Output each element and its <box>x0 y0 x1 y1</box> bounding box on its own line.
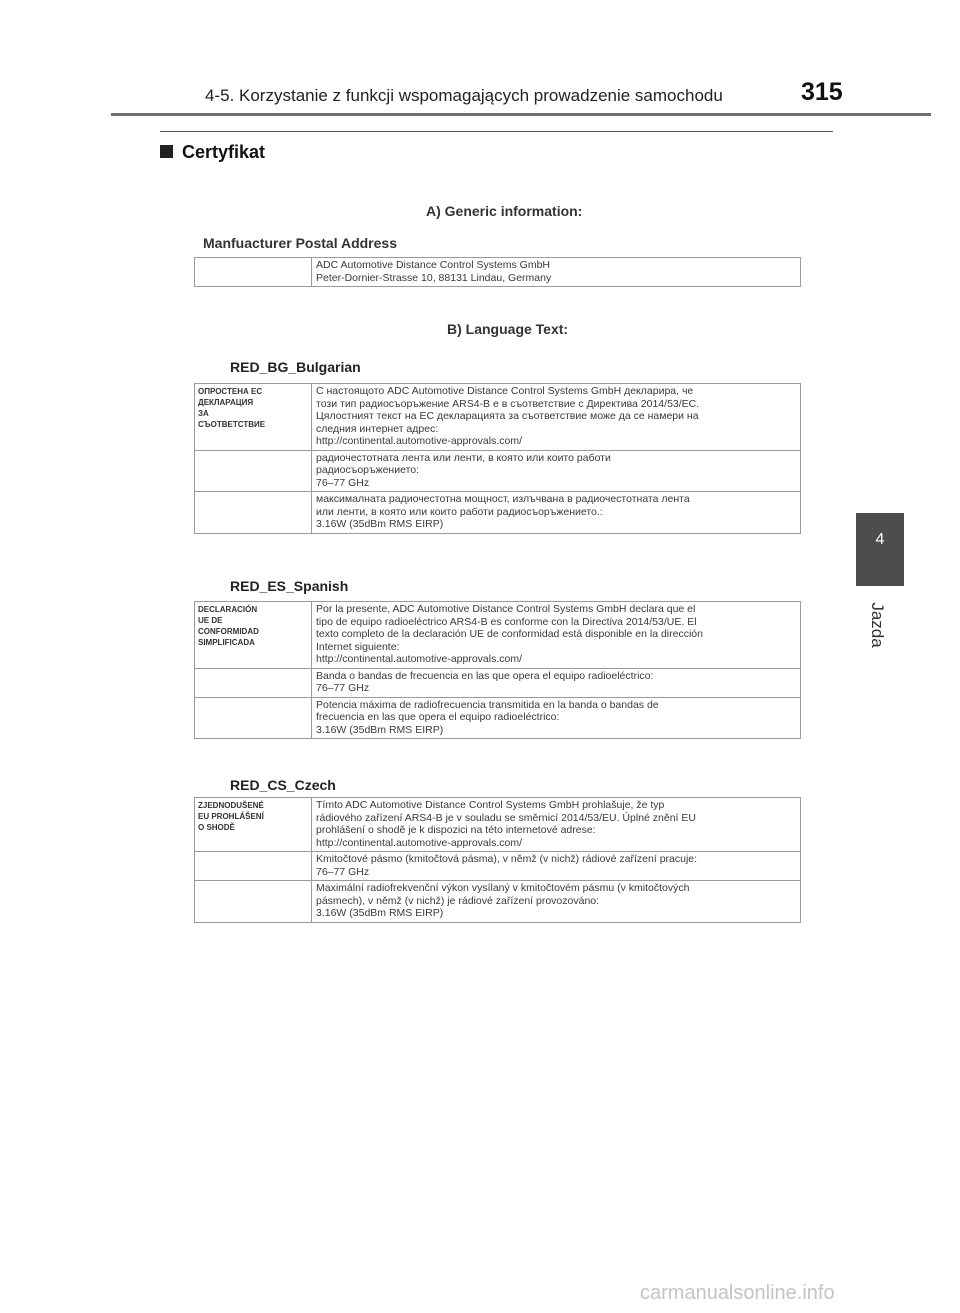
table-row <box>195 798 801 852</box>
frequency-band-cell: Banda o bandas de frecuencia en las que opera el equipo radioeléctrico: 76–77 GHz <box>312 668 801 697</box>
frequency-band-cell: Kmitočtové pásmo (kmitočtová pásma), v němž (v nichž) rádiové zařízení pracuje: 76–77 GHz <box>312 852 801 881</box>
generic-information-heading: A) Generic information: <box>426 203 583 219</box>
table-cell <box>195 881 312 923</box>
address-line: ADC Automotive Distance Control Systems GmbH <box>316 259 550 271</box>
chapter-section-title: 4-5. Korzystanie z funkcji wspomagających prowadzenie samochodu <box>205 86 723 105</box>
max-power-cell: Potencia máxima de radiofrecuencia transmitida en la banda o bandas de frecuencia en las que opera el equipo radioeléctrico: 3.16W (35dBm RMS EIRP) <box>312 697 801 739</box>
declaration-table-spanish <box>194 601 801 739</box>
language-title-czech: RED_CS_Czech <box>230 777 336 793</box>
chapter-tab-number: 4 <box>875 531 885 548</box>
declaration-label-cell: ZJEDNODUŠENÉ EU PROHLÁŠENÍ O SHODĚ <box>195 798 312 852</box>
table-row <box>195 450 801 492</box>
declaration-text-cell: Tímto ADC Automotive Distance Control Systems GmbH prohlašuje, že typ rádiového zařízení ARS4-B je v souladu se směrnicí 2014/53/EU. Úplné znění EU prohlášení o shodě je k dispozici na této internetové adrese: http://continental.automotive-approvals.com/ <box>312 798 801 852</box>
declaration-text-cell: С настоящото ADC Automotive Distance Control Systems GmbH декларира, че този тип радиосъоръжение ARS4-B е в съответствие с Директива 2014/53/ЕС. Цялостният текст на ЕС декларацията за съответствие може да се намери на следния интернет адрес: http://continental.automotive-approvals.com/ <box>312 384 801 451</box>
table-cell <box>195 697 312 739</box>
table-row <box>195 384 801 451</box>
declaration-table-czech <box>194 797 801 923</box>
table-row <box>195 602 801 669</box>
section-heading <box>160 142 265 163</box>
table-cell <box>195 450 312 492</box>
declaration-table-bulgarian <box>194 383 801 534</box>
declaration-text-cell: Por la presente, ADC Automotive Distance Control Systems GmbH declara que el tipo de equipo radioeléctrico ARS4-B es conforme con la Directiva 2014/53/UE. El texto completo de la declaración UE de conformidad está disponible en la dirección Internet siguiente: http://continental.automotive-approvals.com/ <box>312 602 801 669</box>
table-row <box>195 881 801 923</box>
square-bullet-icon <box>160 145 173 158</box>
manufacturer-address-label: Manfuacturer Postal Address <box>203 235 397 251</box>
language-title-bulgarian: RED_BG_Bulgarian <box>230 359 361 375</box>
chapter-tab-label-text: Jazda <box>868 602 887 648</box>
language-title-spanish: RED_ES_Spanish <box>230 578 349 594</box>
table-cell <box>195 258 312 287</box>
page-number: 315 <box>801 78 843 106</box>
max-power-cell: Maximální radiofrekvenční výkon vysílaný v kmitočtovém pásmu (v kmitočtových pásmech), v němž (v nichž) je rádiové zařízení provozováno: 3.16W (35dBm RMS EIRP) <box>312 881 801 923</box>
chapter-tab-label <box>864 595 890 655</box>
declaration-label-cell: ОПРОСТЕНА ЕС ДЕКЛАРАЦИЯ ЗА СЪОТВЕТСТВИЕ <box>195 384 312 451</box>
table-row <box>195 258 801 287</box>
language-text-heading: B) Language Text: <box>447 321 569 337</box>
certificate-image <box>190 195 810 940</box>
section-heading-text: Certyfikat <box>182 142 266 162</box>
table-row <box>195 668 801 697</box>
table-cell <box>195 852 312 881</box>
table-cell <box>195 668 312 697</box>
header-rule <box>111 113 931 116</box>
table-row <box>195 852 801 881</box>
chapter-tab <box>856 513 904 586</box>
table-row <box>195 697 801 739</box>
table-row <box>195 492 801 534</box>
manufacturer-address-table <box>194 257 801 287</box>
table-cell <box>195 492 312 534</box>
frequency-band-cell: радиочестотната лента или ленти, в която или които работи радиосъоръжението: 76–77 GHz <box>312 450 801 492</box>
declaration-label-cell: DECLARACIÓN UE DE CONFORMIDAD SIMPLIFICADA <box>195 602 312 669</box>
page-header <box>0 0 960 120</box>
table-cell <box>312 258 801 287</box>
max-power-cell: максималната радиочестотна мощност, излъчвана в радиочестотната лента или ленти, в която или които работи радиосъоръжението.: 3.16W (35dBm RMS EIRP) <box>312 492 801 534</box>
site-watermark: carmanualsonline.info <box>640 1282 835 1304</box>
section-rule <box>160 131 833 132</box>
address-line: Peter-Dornier-Strasse 10, 88131 Lindau, Germany <box>316 271 552 284</box>
